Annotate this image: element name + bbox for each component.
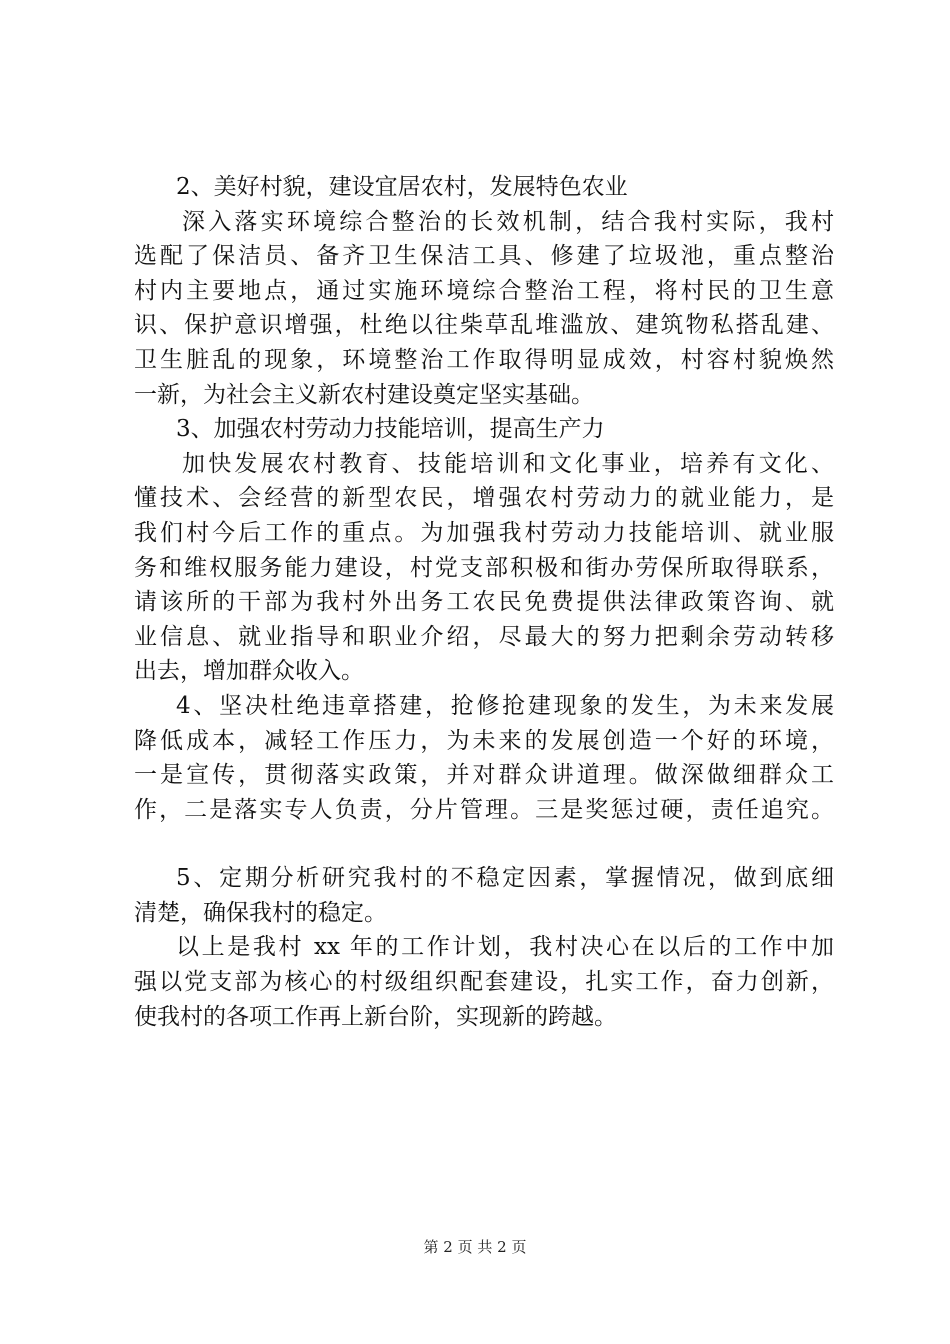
page-footer xyxy=(0,1236,950,1257)
paragraph-line: 加快发展农村教育、技能培训和文化事业，培养有文化、 xyxy=(182,450,834,477)
section-heading-4: 4、坚决杜绝违章搭建，抢修抢建现象的发生，为未来发展 xyxy=(176,692,834,719)
paragraph-line: 一是宣传，贯彻落实政策，并对群众讲道理。做深做细群众工 xyxy=(134,762,834,789)
conclusion-line: 以上是我村 xx 年的工作计划，我村决心在以后的工作中加 xyxy=(176,934,834,961)
paragraph-line: 降低成本，减轻工作压力，为未来的发展创造一个好的环境， xyxy=(134,727,834,754)
document-body xyxy=(134,170,834,1034)
section-heading-3: 3、加强农村劳动力技能培训，提高生产力 xyxy=(176,416,605,443)
page-number-label: 第 2 页 共 2 页 xyxy=(423,1238,527,1256)
paragraph-line: 强以党支部为核心的村级组织配套建设，扎实工作，奋力创新， xyxy=(134,969,834,996)
paragraph-line: 深入落实环境综合整治的长效机制，结合我村实际，我村 xyxy=(182,208,834,235)
paragraph-line: 我们村今后工作的重点。为加强我村劳动力技能培训、就业服 xyxy=(134,519,834,546)
paragraph-line: 村内主要地点，通过实施环境综合整治工程，将村民的卫生意 xyxy=(134,277,834,304)
paragraph-line: 出去，增加群众收入。 xyxy=(134,658,364,685)
paragraph-line: 清楚，确保我村的稳定。 xyxy=(134,899,387,926)
paragraph-line: 选配了保洁员、备齐卫生保洁工具、修建了垃圾池，重点整治 xyxy=(134,243,834,270)
paragraph-line: 请该所的干部为我村外出务工农民免费提供法律政策咨询、就 xyxy=(134,589,834,616)
paragraph-line: 识、保护意识增强，杜绝以往柴草乱堆滥放、建筑物私搭乱建、 xyxy=(134,312,834,339)
paragraph-line: 一新，为社会主义新农村建设奠定坚实基础。 xyxy=(134,381,594,408)
paragraph-line: 业信息、就业指导和职业介绍，尽最大的努力把剩余劳动转移 xyxy=(134,623,834,650)
section-heading-5: 5、定期分析研究我村的不稳定因素，掌握情况，做到底细 xyxy=(176,865,834,892)
section-heading-2: 2、美好村貌，建设宜居农村，发展特色农业 xyxy=(176,174,628,200)
paragraph-line: 卫生脏乱的现象，环境整治工作取得明显成效，村容村貌焕然 xyxy=(134,346,834,373)
paragraph-line: 作，二是落实专人负责，分片管理。三是奖惩过硬，责任追究。 xyxy=(134,796,834,823)
paragraph-line: 懂技术、会经营的新型农民，增强农村劳动力的就业能力，是 xyxy=(134,485,834,512)
paragraph-line: 使我村的各项工作再上新台阶，实现新的跨越。 xyxy=(134,1003,617,1030)
paragraph-spacer xyxy=(134,827,834,861)
paragraph-line: 务和维权服务能力建设，村党支部积极和街办劳保所取得联系， xyxy=(134,554,834,581)
